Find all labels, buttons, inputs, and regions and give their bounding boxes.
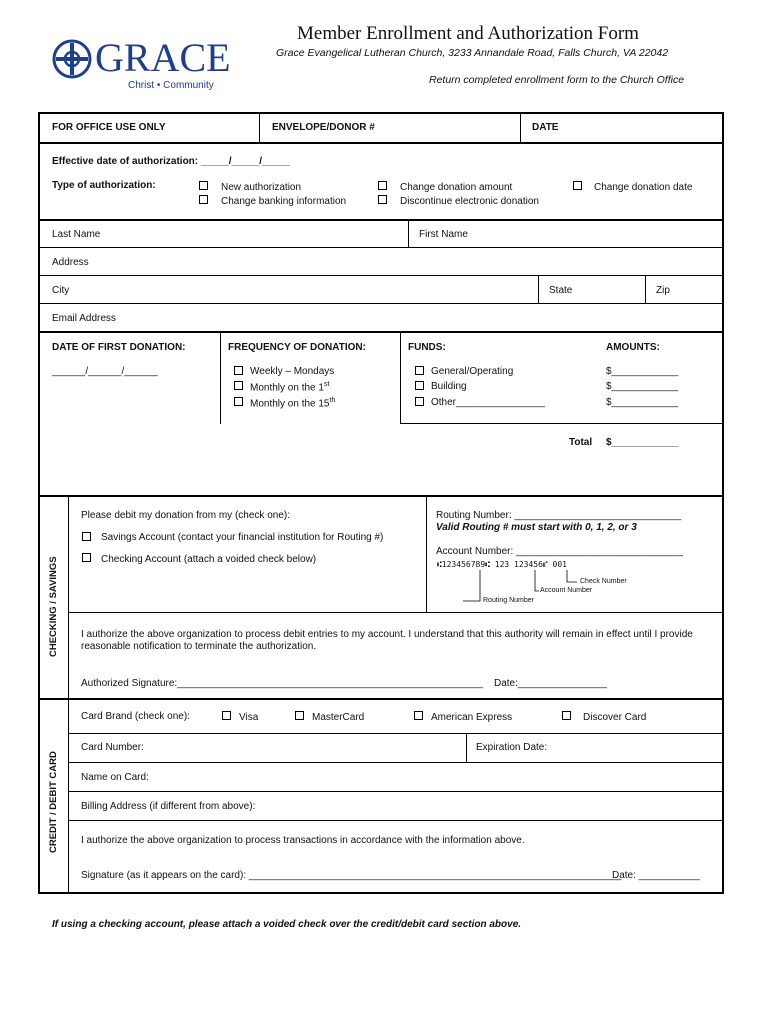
return-note: Return completed enrollment form to the Church Office: [429, 74, 685, 86]
credit-debit-side-label: CREDIT / DEBIT CARD: [48, 751, 59, 853]
change-date-checkbox[interactable]: [573, 181, 582, 190]
visa-label: Visa: [239, 712, 259, 723]
first-name-field[interactable]: First Name: [419, 229, 468, 240]
funds-header: FUNDS:: [408, 342, 446, 353]
building-amount-field[interactable]: $____________: [606, 381, 679, 392]
church-address: Grace Evangelical Lutheran Church, 3233 Annandale Road, Falls Church, VA 22042: [276, 47, 669, 59]
first-donation-header: DATE OF FIRST DONATION:: [52, 342, 186, 353]
change-date-label: Change donation date: [594, 182, 693, 193]
logo-name: GRACE: [95, 35, 231, 80]
grace-logo-cross-icon: [50, 37, 94, 81]
discover-label: Discover Card: [583, 712, 647, 723]
expiration-date-field[interactable]: Expiration Date:: [476, 742, 548, 753]
state-field[interactable]: State: [549, 285, 573, 296]
monthly-15th-checkbox[interactable]: [234, 397, 243, 406]
checking-label: Checking Account (attach a voided check below): [101, 554, 317, 565]
account-number-field[interactable]: Account Number: ______________________________: [436, 546, 683, 557]
footer-note: If using a checking account, please attach a voided check over the credit/debit card section above.: [52, 919, 522, 930]
weekly-label: Weekly – Mondays: [250, 366, 335, 377]
debit-authorization-text-2: reasonable notification to terminate the authorization.: [81, 641, 317, 652]
card-signature-field[interactable]: Signature (as it appears on the card): ___________________________________________________________________: [81, 870, 622, 881]
change-amount-checkbox[interactable]: [378, 181, 387, 190]
general-fund-label: General/Operating: [431, 366, 514, 377]
city-field[interactable]: City: [52, 285, 70, 296]
savings-checkbox[interactable]: [82, 532, 91, 541]
weekly-checkbox[interactable]: [234, 366, 243, 375]
debit-date-field[interactable]: Date:________________: [494, 678, 607, 689]
other-amount-field[interactable]: $____________: [606, 397, 679, 408]
total-label: Total: [569, 437, 593, 448]
change-amount-label: Change donation amount: [400, 182, 513, 193]
other-fund-checkbox[interactable]: [415, 397, 424, 406]
superscript-st: st: [323, 381, 330, 388]
change-banking-label: Change banking information: [221, 196, 347, 207]
checking-checkbox[interactable]: [82, 553, 91, 562]
page-title: Member Enrollment and Authorization Form: [297, 23, 639, 44]
account-number-caption: Account Number: [540, 587, 593, 594]
mastercard-label: MasterCard: [312, 712, 365, 723]
monthly-15th-label: Monthly on the 15th: [250, 397, 336, 410]
last-name-field[interactable]: Last Name: [52, 229, 101, 240]
email-field[interactable]: Email Address: [52, 313, 116, 324]
billing-address-field[interactable]: Billing Address (if different from above):: [81, 801, 256, 812]
amounts-header: AMOUNTS:: [606, 342, 660, 353]
monthly-1st-label: Monthly on the 1st: [250, 381, 330, 394]
savings-label: Savings Account (contact your financial institution for Routing #): [101, 532, 384, 543]
debit-authorization-text-1: I authorize the above organization to process debit entries to my account. I understand that this authority will remain in effect until I provide: [81, 629, 693, 640]
total-amount-field[interactable]: $____________: [606, 437, 679, 448]
frequency-header: FREQUENCY OF DONATION:: [228, 342, 366, 353]
card-authorization-text: I authorize the above organization to process transactions in accordance with the information above.: [81, 835, 525, 846]
card-date-field[interactable]: Date: ___________: [612, 870, 700, 881]
envelope-donor-label[interactable]: ENVELOPE/DONOR #: [272, 122, 375, 133]
check-number-caption: Check Number: [580, 578, 627, 585]
building-fund-label: Building: [431, 381, 467, 392]
new-authorization-checkbox[interactable]: [199, 181, 208, 190]
building-fund-checkbox[interactable]: [415, 381, 424, 390]
superscript-th: th: [329, 397, 336, 404]
mastercard-checkbox[interactable]: [295, 711, 304, 720]
new-authorization-label: New authorization: [221, 182, 302, 193]
office-date-label[interactable]: DATE: [532, 122, 559, 133]
routing-note: Valid Routing # must start with 0, 1, 2, or 3: [436, 522, 637, 533]
other-fund-field[interactable]: Other________________: [431, 397, 545, 408]
amex-checkbox[interactable]: [414, 711, 423, 720]
discontinue-label: Discontinue electronic donation: [400, 196, 539, 207]
discover-checkbox[interactable]: [562, 711, 571, 720]
debit-prompt: Please debit my donation from my (check one):: [81, 510, 290, 521]
effective-date-field[interactable]: Effective date of authorization: _____/_____/_____: [52, 156, 290, 167]
authorization-type-label: Type of authorization:: [52, 180, 156, 191]
monthly-1st-checkbox[interactable]: [234, 381, 243, 390]
visa-checkbox[interactable]: [222, 711, 231, 720]
amex-label: American Express: [431, 712, 513, 723]
first-donation-date-field[interactable]: ______/______/______: [52, 366, 158, 377]
zip-field[interactable]: Zip: [656, 285, 670, 296]
change-banking-checkbox[interactable]: [199, 195, 208, 204]
general-amount-field[interactable]: $____________: [606, 366, 679, 377]
logo-tagline: Christ • Community: [128, 80, 214, 91]
routing-number-caption: Routing Number: [483, 597, 534, 604]
card-number-field[interactable]: Card Number:: [81, 742, 144, 753]
card-brand-label: Card Brand (check one):: [81, 711, 190, 722]
routing-number-field[interactable]: Routing Number: ______________________________: [436, 510, 682, 521]
authorized-signature-field[interactable]: Authorized Signature:_______________________________________________________: [81, 678, 484, 689]
checking-savings-side-label: CHECKING / SAVINGS: [48, 556, 59, 657]
discontinue-checkbox[interactable]: [378, 195, 387, 204]
general-fund-checkbox[interactable]: [415, 366, 424, 375]
name-on-card-field[interactable]: Name on Card:: [81, 772, 149, 783]
address-field[interactable]: Address: [52, 257, 89, 268]
micr-line-example: ⑆123456789⑆ 123 123456⑈ 001: [437, 560, 567, 569]
office-use-label: FOR OFFICE USE ONLY: [52, 122, 166, 133]
